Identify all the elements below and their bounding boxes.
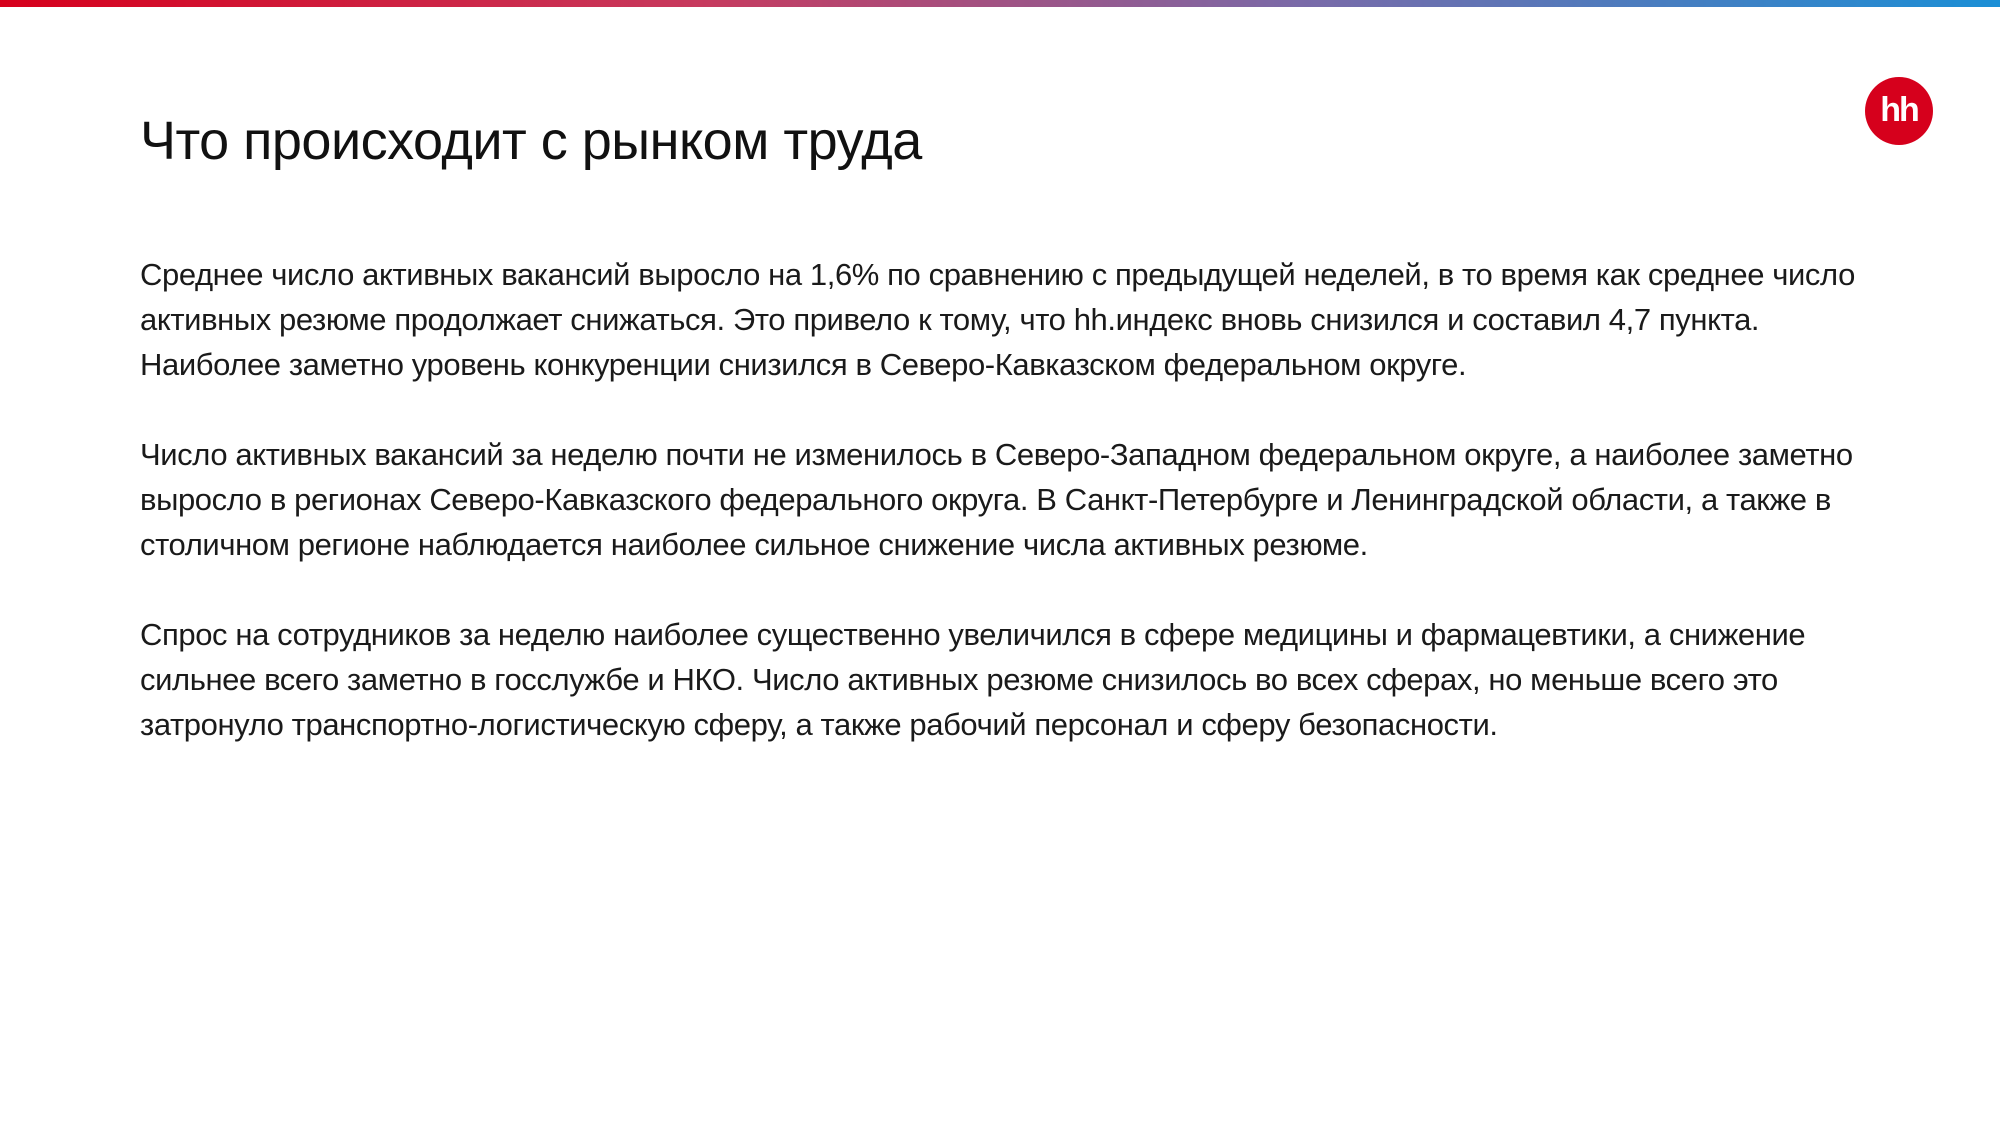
- paragraph-regional-trends: Число активных вакансий за неделю почти не изменилось в Северо-Западном федеральном округе, а наиболее заметно выросло в регионах Северо-Кавказского федерального округа. В Санкт-Петербурге и Ленинградской области, а также в столичном регионе наблюдается наиболее сильное снижение числа активных резюме.: [140, 437, 1853, 562]
- page-title: Что происходит с рынком труда: [140, 111, 922, 171]
- paragraph-vacancies-overview: Среднее число активных вакансий выросло на 1,6% по сравнению с предыдущей неделей, в то время как среднее число активных резюме продолжает снижаться. Это привело к тому, что hh.индекс вновь снизился и составил 4,7 пункта. Наиболее заметно уровень конкуренции снизился в Северо-Кавказском федеральном округе.: [140, 257, 1855, 382]
- hh-logo-text: hh: [1880, 91, 1918, 129]
- slide-content: [140, 252, 1860, 747]
- top-gradient-bar: [0, 0, 2000, 7]
- paragraph-industry-demand: Спрос на сотрудников за неделю наиболее существенно увеличился в сфере медицины и фармацевтики, а снижение сильнее всего заметно в госслужбе и НКО. Число активных резюме снизилось во всех сферах, но меньше всего это затронуло транспортно-логистическую сферу, а также рабочий персонал и сферу безопасности.: [140, 617, 1806, 742]
- hh-logo: [1865, 77, 1933, 145]
